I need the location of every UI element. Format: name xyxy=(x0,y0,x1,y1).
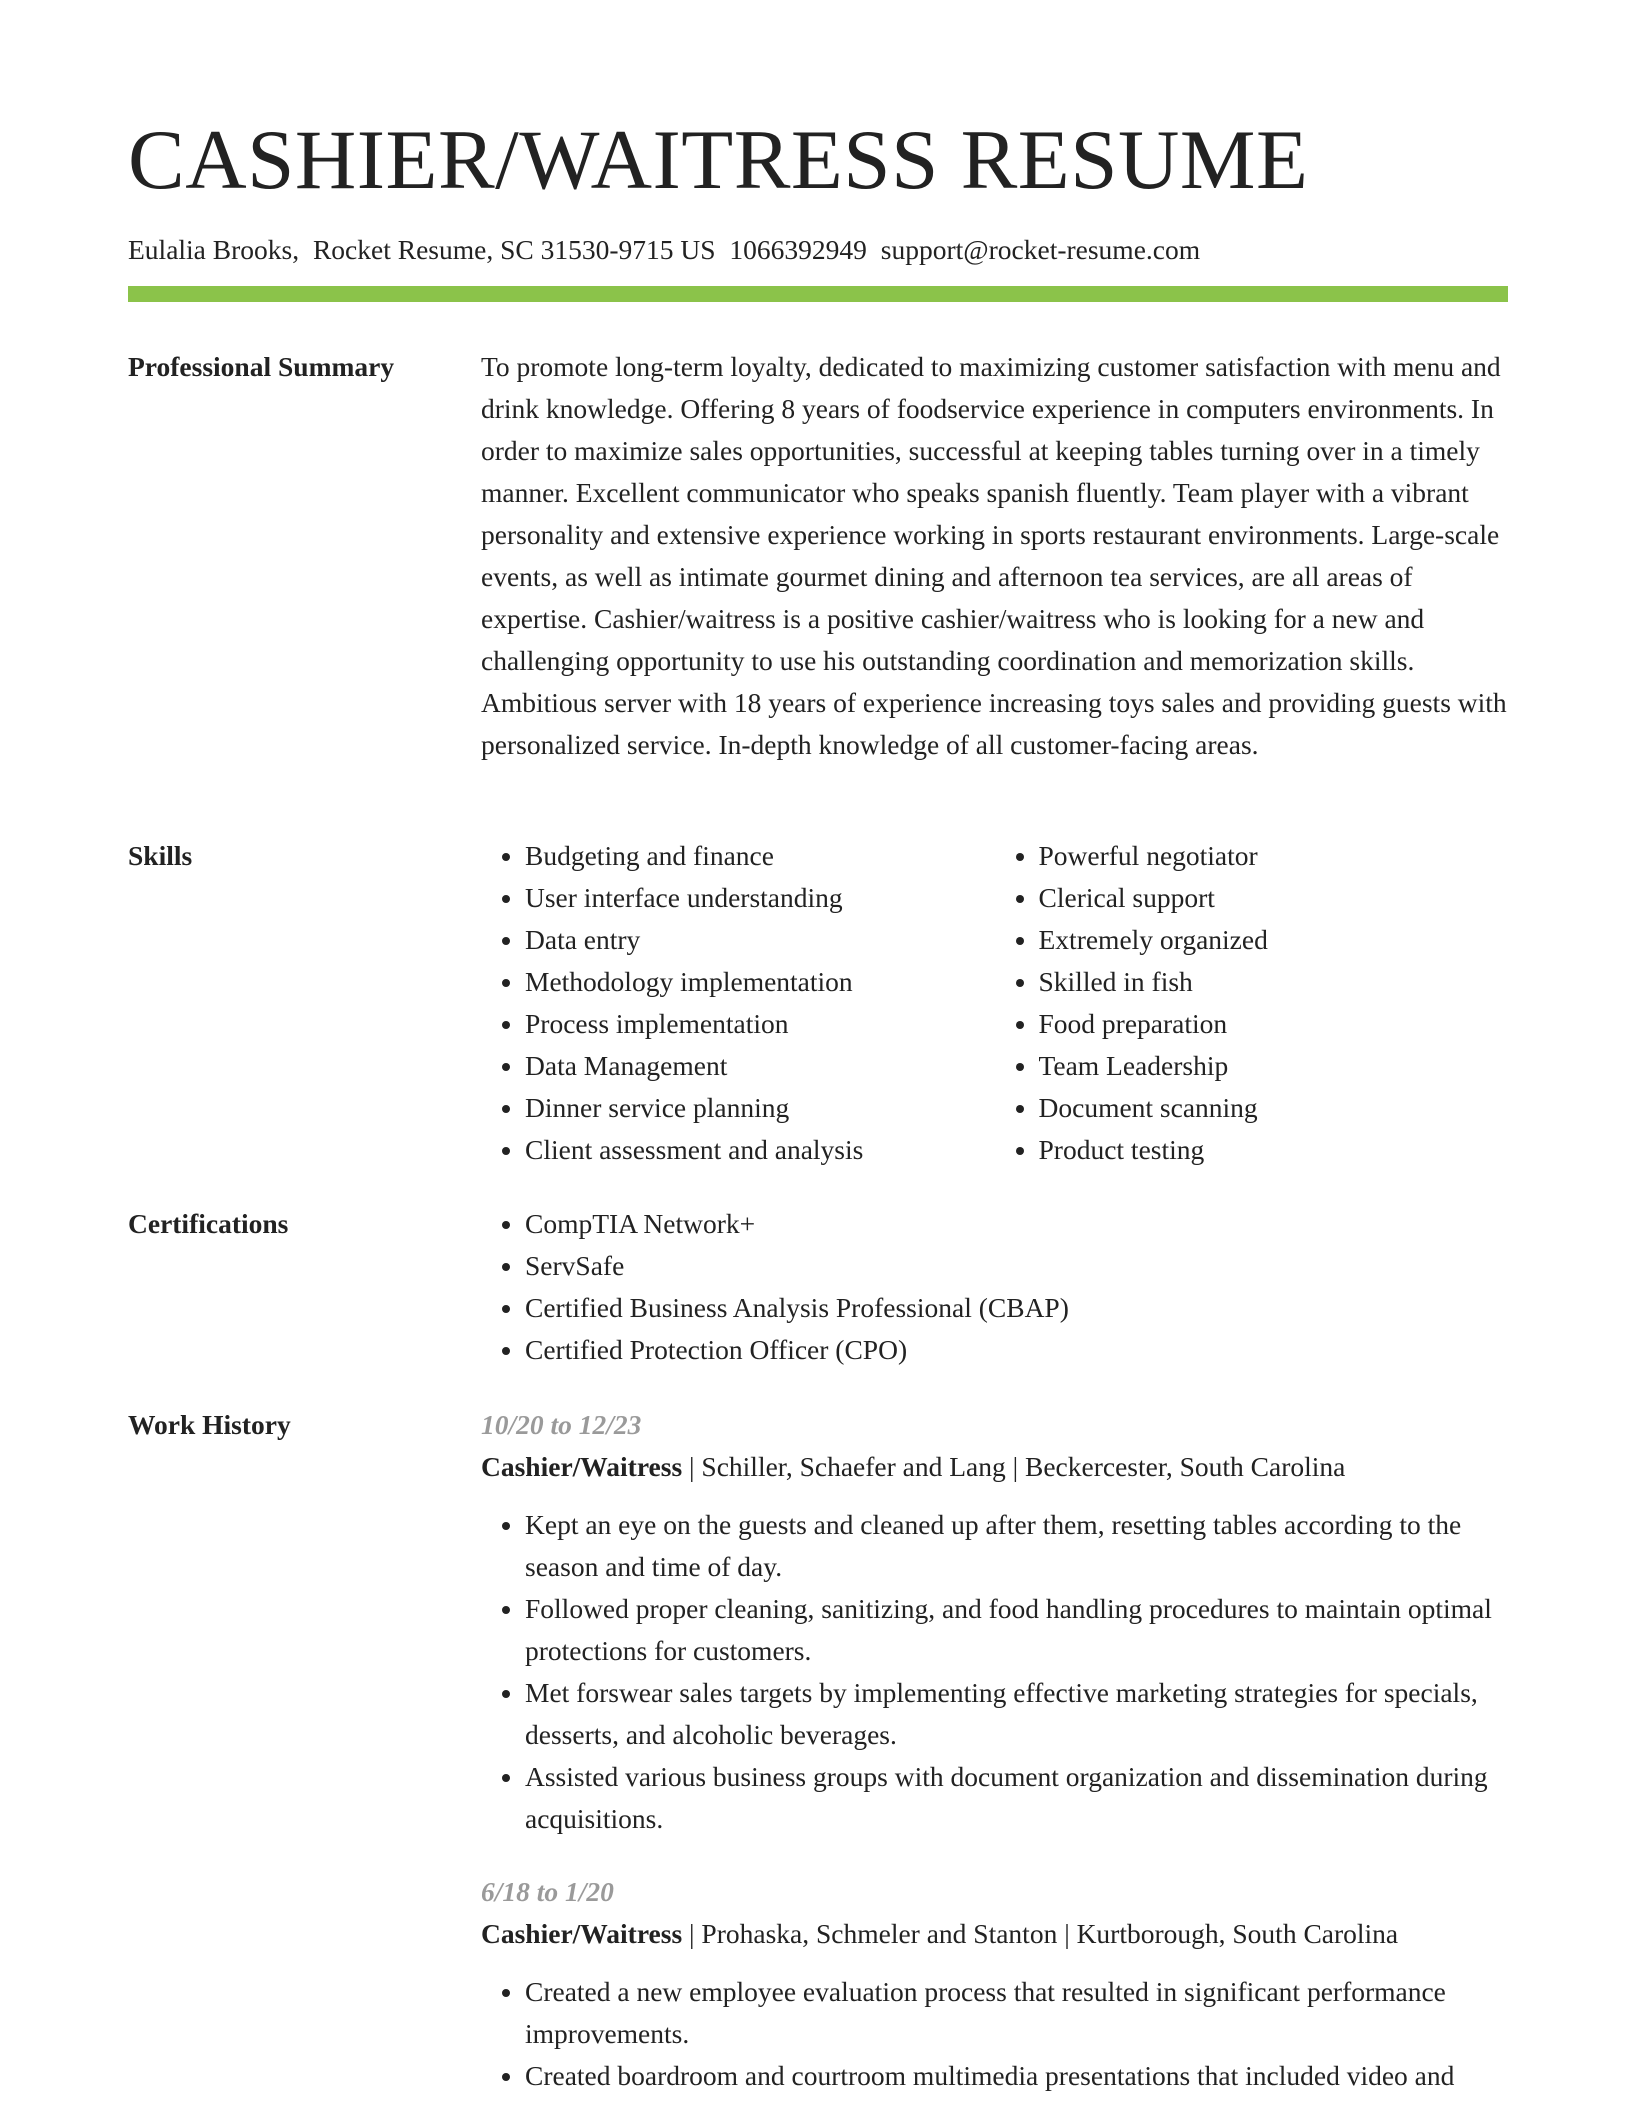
job-title: Cashier/Waitress xyxy=(481,1451,683,1482)
contact-phone: 1066392949 xyxy=(729,234,867,265)
certification-item: • Certified Business Analysis Professional (CBAP) xyxy=(525,1287,1508,1329)
job-details: | Prohaska, Schmeler and Stanton | Kurtborough, South Carolina xyxy=(682,1918,1399,1949)
skill-item: • Clerical support xyxy=(1039,877,1509,919)
skill-item: • User interface understanding xyxy=(525,877,995,919)
job-dates: 6/18 to 1/20 xyxy=(481,1876,614,1907)
certifications-list xyxy=(481,1203,1508,1371)
summary-body xyxy=(481,346,1508,766)
skills-list-left xyxy=(481,835,995,1171)
skill-item: • Dinner service planning xyxy=(525,1087,995,1129)
job-entry xyxy=(481,1871,1508,2097)
skills-list-right xyxy=(995,835,1509,1171)
job-details: | Schiller, Schaefer and Lang | Beckercester, South Carolina xyxy=(682,1451,1346,1482)
summary-text: To promote long-term loyalty, dedicated to maximizing customer satisfaction with menu and drink knowledge. Offering 8 years of foodservice experience in computers environments. In order to maximize sales opportunities, successful at keeping tables turning over in a timely manner. Excellent communicator who speaks spanish fluently. Team player with a vibrant personality and extensive experience working in sports restaurant environments. Large-scale events, as well as intimate gourmet dining and afternoon tea services, are all areas of expertise. Cashier/waitress is a positive cashier/waitress who is looking for a new and challenging opportunity to use his outstanding coordination and memorization skills. Ambitious server with 18 years of experience increasing toys sales and providing guests with personalized service. In-depth knowledge of all customer-facing areas. xyxy=(481,351,1507,760)
contact-address: Rocket Resume, SC 31530-9715 US xyxy=(312,234,716,265)
resume-title: CASHIER/WAITRESS RESUME xyxy=(128,113,1309,207)
skill-item: • Product testing xyxy=(1039,1129,1509,1171)
certifications-label: Certifications xyxy=(128,1208,289,1239)
summary-label: Professional Summary xyxy=(128,351,395,382)
skill-item: • Extremely organized xyxy=(1039,919,1509,961)
skill-item: • Budgeting and finance xyxy=(525,835,995,877)
skill-item: • Data Management xyxy=(525,1045,995,1087)
job-bullet: • Created boardroom and courtroom multimedia presentations that included video and xyxy=(525,2055,1508,2097)
skill-item: • Process implementation xyxy=(525,1003,995,1045)
job-bullets xyxy=(481,1504,1508,1840)
contact-email: support@rocket-resume.com xyxy=(880,234,1201,265)
certification-item: • ServSafe xyxy=(525,1245,1508,1287)
skill-item: • Client assessment and analysis xyxy=(525,1129,995,1171)
skill-item: • Powerful negotiator xyxy=(1039,835,1509,877)
skill-item: • Data entry xyxy=(525,919,995,961)
job-bullets xyxy=(481,1971,1508,2097)
job-bullet: • Kept an eye on the guests and cleaned up after them, resetting tables according to the season and time of day. xyxy=(525,1504,1508,1588)
certifications-body xyxy=(481,1203,1508,1371)
job-bullet: • Met forswear sales targets by implementing effective marketing strategies for specials, desserts, and alcoholic beverages. xyxy=(525,1672,1508,1756)
skill-item: • Document scanning xyxy=(1039,1087,1509,1129)
contact-name: Eulalia Brooks, xyxy=(128,234,300,265)
job-title-line xyxy=(481,1446,1508,1488)
skills-label: Skills xyxy=(128,840,193,871)
job-bullet: • Assisted various business groups with document organization and dissemination during acquisitions. xyxy=(525,1756,1508,1840)
job-bullet: • Followed proper cleaning, sanitizing, and food handling procedures to maintain optimal protections for customers. xyxy=(525,1588,1508,1672)
skill-item: • Team Leadership xyxy=(1039,1045,1509,1087)
contact-line xyxy=(128,232,1200,268)
job-entry xyxy=(481,1404,1508,1840)
job-dates: 10/20 to 12/23 xyxy=(481,1409,642,1440)
certification-item: • Certified Protection Officer (CPO) xyxy=(525,1329,1508,1371)
skill-item: • Food preparation xyxy=(1039,1003,1509,1045)
certification-item: • CompTIA Network+ xyxy=(525,1203,1508,1245)
skill-item: • Skilled in fish xyxy=(1039,961,1509,1003)
work-history-label: Work History xyxy=(128,1409,291,1440)
header-divider xyxy=(128,286,1508,302)
job-title: Cashier/Waitress xyxy=(481,1918,683,1949)
job-bullet: • Created a new employee evaluation process that resulted in significant performance improvements. xyxy=(525,1971,1508,2055)
work-history-body xyxy=(481,1404,1508,2097)
job-title-line xyxy=(481,1913,1508,1955)
skill-item: • Methodology implementation xyxy=(525,961,995,1003)
skills-columns xyxy=(481,835,1508,1171)
